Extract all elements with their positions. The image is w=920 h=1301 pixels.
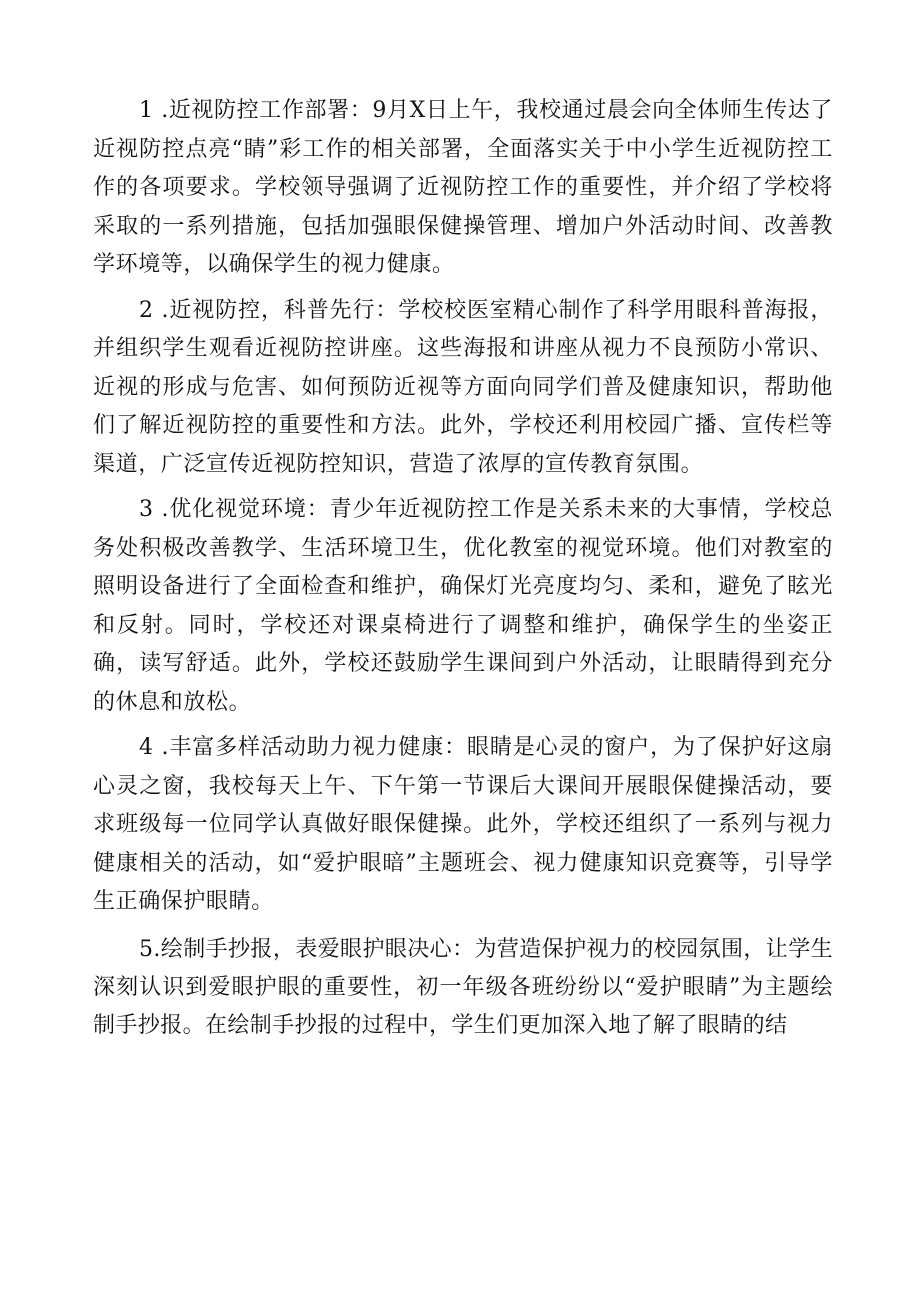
paragraph-5-posters: 5.绘制手抄报，表爱眼护眼决心：为营造保护视力的校园氛围，让学生深刻认识到爱眼护眼的重要性，初一年级各班纷纷以“爱护眼睛”为主题绘制手抄报。在绘制手抄报的过程中，学生们更加深入地了解了眼睛的结 [93,936,833,1038]
paragraph-4-activities: 4 .丰富多样活动助力视力健康：眼睛是心灵的窗户，为了保护好这扇心灵之窗，我校每天上午、下午第一节课后大课间开展眼保健操活动，要求班级每一位同学认真做好眼保健操。此外，学校还组织了一系列与视力健康相关的活动，如“爱护眼暗”主题班会、视力健康知识竞赛等，引导学生正确保护眼睛。 [93,735,833,914]
paragraph-3-visual-environment: 3 .优化视觉环境：青少年近视防控工作是关系未来的大事情，学校总务处积极改善教学、生活环境卫生，优化教室的视觉环境。他们对教室的照明设备进行了全面检查和维护，确保灯光亮度均匀、柔和，避免了眩光和反射。同时，学校还对课桌椅进行了调整和维护，确保学生的坐姿正确，读写舒适。此外，学校还鼓励学生课间到户外活动，让眼睛得到充分的休息和放松。 [93,497,833,715]
paragraph-1-deployment: 1 .近视防控工作部署：9月X日上午，我校通过晨会向全体师生传达了近视防控点亮“睛”彩工作的相关部署，全面落实关于中小学生近视防控工作的各项要求。学校领导强调了近视防控工作的重要性，并介绍了学校将采取的一系列措施，包括加强眼保健操管理、增加户外活动时间、改善教学环境等，以确保学生的视力健康。 [93,98,833,277]
paragraph-2-science-popularization: 2 .近视防控，科普先行：学校校医室精心制作了科学用眼科普海报，并组织学生观看近视防控讲座。这些海报和讲座从视力不良预防小常识、近视的形成与危害、如何预防近视等方面向同学们普及健康知识，帮助他们了解近视防控的重要性和方法。此外，学校还利用校园广播、宣传栏等渠道，广泛宣传近视防控知识，营造了浓厚的宣传教育氛围。 [93,297,833,477]
document-page [93,92,833,1045]
